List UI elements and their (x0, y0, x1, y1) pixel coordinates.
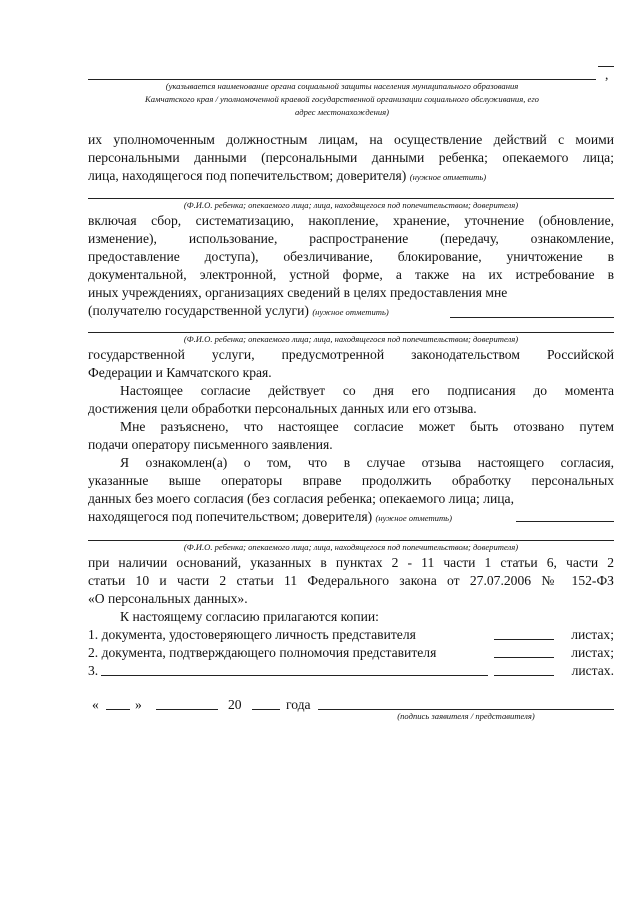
section1-note: (нужное отметить) (409, 172, 487, 182)
section3-p4-line4 (88, 508, 452, 527)
attachment-item-3-count (494, 675, 554, 676)
section3-line2: Федерации и Камчатского края. (88, 365, 272, 380)
section4-line1: при наличии оснований, указанных в пунктах 2 - 11 части 1 статьи 6, части 2 (88, 555, 614, 570)
attachment-item-1-count (494, 639, 554, 640)
date-month-blank (156, 709, 218, 710)
section2-blank (450, 317, 614, 318)
organization-caption-3: адрес местонахождения) (294, 107, 390, 117)
section3-line1: государственной услуги, предусмотренной законодательством Российской (88, 347, 614, 362)
section3-p3-line1: Мне разъяснено, что настоящее согласие может быть отозвано путем (120, 419, 614, 434)
section1-line3 (88, 167, 486, 186)
date-year-blank (252, 709, 280, 710)
fio-caption-3: (Ф.И.О. ребенка; опекаемого лица; лица, находящегося под попечительством; доверителя) (183, 542, 519, 552)
section2-line6-text: (получателю государственной услуги) (88, 303, 309, 318)
attachment-item-1-label: 1. документа, удостоверяющего личность представителя (88, 627, 416, 642)
section3-p4-line1: Я ознакомлен(а) о том, что в случае отзыва настоящего согласия, (120, 455, 614, 470)
date-quote-open: « (92, 697, 99, 712)
fio-caption-2: (Ф.И.О. ребенка; опекаемого лица; лица, находящегося под попечительством; доверителя) (183, 334, 519, 344)
section3-note: (нужное отметить) (375, 513, 452, 523)
section1-line3-text: лица, находящегося под попечительством; доверителя) (88, 168, 407, 183)
section3-p2-line2: достижения цели обработки персональных данных или его отзыва. (88, 401, 477, 416)
date-year-prefix: 20 (228, 697, 242, 712)
attachment-item-2-label: 2. документа, подтверждающего полномочия представителя (88, 645, 437, 660)
section1-line2: персональными данными (персональными данными ребенка; опекаемого лица; (88, 150, 614, 165)
section1-line1: их уполномоченным должностным лицам, на осуществление действий с моими (88, 132, 614, 147)
section2-line5: иных учреждениях, организациях сведений в целях предоставления мне (88, 285, 508, 300)
section4-line2: статьи 10 и части 2 статьи 11 Федерального закона от 27.07.2006 № 152-ФЗ (88, 573, 614, 588)
date-year-suffix: года (286, 697, 311, 712)
section2-note: (нужное отметить) (312, 307, 389, 317)
date-day-blank (106, 709, 130, 710)
section3-p4-line4-text: находящегося под попечительством; доверителя) (88, 509, 373, 524)
attachment-item-2-count (494, 657, 554, 658)
fio-caption-1: (Ф.И.О. ребенка; опекаемого лица; лица, находящегося под попечительством; доверителя) (183, 200, 519, 210)
attachment-item-1-unit: листах; (571, 627, 614, 642)
organization-caption-2: Камчатского края / уполномоченной краевой государственной организации социального обслуживания, его (145, 94, 539, 104)
section4-line3: «О персональных данных». (88, 591, 248, 606)
section3-p4-line2: указанные выше операторы вправе продолжить обработку персональных (88, 473, 614, 488)
section3-p4-line3: данных без моего согласия (без согласия ребенка; опекаемого лица; лица, (88, 491, 514, 506)
section3-p2-line1: Настоящее согласие действует со дня его подписания до момента (120, 383, 614, 398)
section2-line2: изменение), использование, распространение (передачу, ознакомление, (88, 231, 614, 246)
section2-line4: документальной, электронной, устной форме, а также на их истребование в (88, 267, 614, 282)
section3-p3-line2: подачи оператору письменного заявления. (88, 437, 333, 452)
attachment-item-3-name (101, 675, 488, 676)
attachments-intro: К настоящему согласию прилагаются копии: (120, 609, 379, 624)
signature-caption: (подпись заявителя / представителя) (397, 711, 535, 721)
attachment-item-3-unit: листах. (571, 663, 614, 678)
section2-line3: предоставление доступа), обезличивание, блокирование, уничтожение в (88, 249, 614, 264)
corner-mark: , (605, 67, 609, 82)
section3-blank (516, 521, 614, 522)
date-quote-close: » (135, 697, 142, 712)
section2-line1: включая сбор, систематизацию, накопление, хранение, уточнение (обновление, (88, 213, 614, 228)
attachment-item-3-label: 3. (88, 663, 99, 678)
section2-line6 (88, 302, 389, 321)
attachment-item-2-unit: листах; (571, 645, 614, 660)
organization-caption-1: (указывается наименование органа социальной защиты населения муниципального образования (165, 81, 519, 91)
